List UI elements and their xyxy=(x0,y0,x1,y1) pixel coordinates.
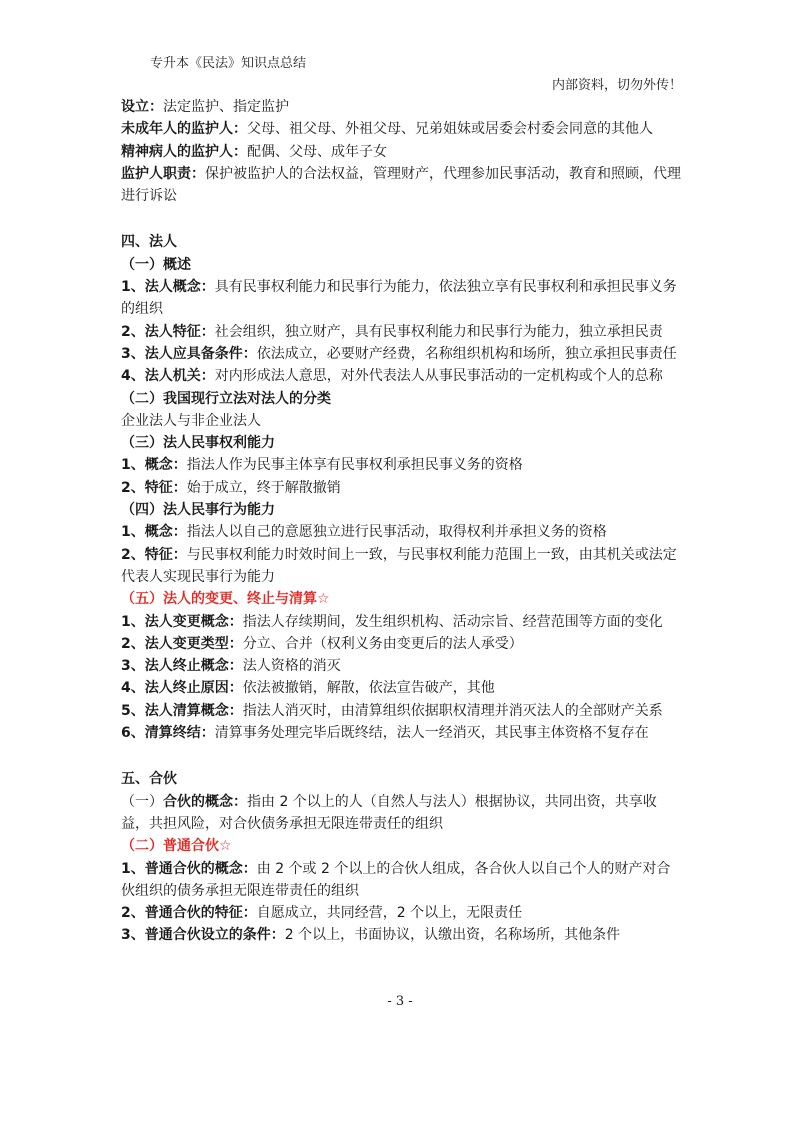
text: 对内形成法人意思，对外代表法人从事民事活动的一定机构或个人的总称 xyxy=(214,368,663,385)
text: 配偶、父母、成年子女 xyxy=(247,143,387,160)
term: 合伙的概念： xyxy=(163,793,247,810)
text: 依法被撤销，解散，依法宣告破产，其他 xyxy=(242,680,495,697)
text: 指法人消灭时，由清算组织依据职权清理并消灭法人的全部财产关系 xyxy=(242,702,663,719)
list-item xyxy=(121,655,683,677)
section-heading-legal-person: 四、法人 xyxy=(121,234,177,251)
list-item xyxy=(121,677,683,699)
list-item xyxy=(121,633,683,655)
term: 1、概念： xyxy=(121,457,187,474)
list-item xyxy=(121,454,683,476)
list-item xyxy=(121,321,683,343)
term: 1、普通合伙的概念： xyxy=(121,860,257,877)
text: 自愿成立，共同经营，2 个以上，无限责任 xyxy=(256,905,523,922)
paragraph-partnership-concept xyxy=(121,791,683,836)
subsection-heading: （二）我国现行立法对法人的分类 xyxy=(121,390,331,407)
text: 指法人作为民事主体享有民事权利承担民事义务的资格 xyxy=(186,457,523,474)
paragraph-mental-guardian xyxy=(121,141,683,163)
text: 法人资格的消灭 xyxy=(242,658,341,675)
section-heading-partnership: 五、合伙 xyxy=(121,771,177,788)
text: 保护被监护人的合法权益，管理财产，代理参加民事活动，教育和照顾，代理进行诉讼 xyxy=(121,165,681,205)
text: 指由 2 个以上的人（自然人与法人）根据协议，共同出资，共享收益，共担风险，对合伙债务承担无限连带责任的组织 xyxy=(121,793,657,832)
text: 分立、合并（权利义务由变更后的法人承受） xyxy=(242,635,523,652)
list-item xyxy=(121,902,683,924)
subsection-heading: （一）概述 xyxy=(121,256,191,273)
list-item xyxy=(121,722,683,744)
subsection-heading-highlight: （二）普通合伙☆ xyxy=(121,838,232,855)
list-item xyxy=(121,477,683,499)
text: 由 2 个或 2 个以上的合伙人组成，各合伙人以自己个人的财产对合伙组织的债务承担无限连带责任的组织 xyxy=(121,860,671,899)
spacer xyxy=(121,744,683,768)
subsection-heading: （四）法人民事行为能力 xyxy=(121,502,275,519)
term: 1、法人概念： xyxy=(121,279,215,296)
text: 2 个以上，书面协议，认缴出资，名称场所，其他条件 xyxy=(284,927,621,944)
term: 2、法人变更类型： xyxy=(121,635,243,652)
paragraph: 企业法人与非企业法人 xyxy=(121,412,261,429)
term: 1、法人变更概念： xyxy=(121,613,243,630)
term: 4、法人终止原因： xyxy=(121,680,243,697)
text: 依法成立，必要财产经费，名称组织机构和场所，独立承担民事责任 xyxy=(256,345,677,362)
list-item xyxy=(121,521,683,543)
term: 3、法人应具备条件： xyxy=(121,345,257,362)
text: 父母、祖父母、外祖父母、兄弟姐妹或居委会村委会同意的其他人 xyxy=(247,121,653,138)
term: 2、特征： xyxy=(121,546,187,563)
paragraph-minor-guardian xyxy=(121,118,683,140)
term: 未成年人的监护人： xyxy=(121,121,247,138)
text: 法定监护、指定监护 xyxy=(163,99,289,115)
paragraph-guardian-duties xyxy=(121,163,683,208)
page-number: - 3 - xyxy=(387,994,413,1009)
list-item xyxy=(121,924,683,946)
term: 设立： xyxy=(121,99,163,115)
list-item xyxy=(121,700,683,722)
term: 2、普通合伙的特征： xyxy=(121,905,257,922)
text: 指法人以自己的意愿独立进行民事活动，取得权利并承担义务的资格 xyxy=(186,524,607,541)
term: 6、清算终结： xyxy=(121,725,215,742)
text: 具有民事权利能力和民事行为能力，依法独立享有民事权利和承担民事义务的组织 xyxy=(121,279,677,318)
text: 社会组织，独立财产，具有民事权利能力和民事行为能力，独立承担民责 xyxy=(214,323,663,340)
text: 清算事务处理完毕后既终结，法人一经消灭，其民事主体资格不复存在 xyxy=(214,725,649,742)
text: 指法人存续期间，发生组织机构、活动宗旨、经营范围等方面的变化 xyxy=(242,613,663,630)
header-notice: 内部资料，切勿外传！ xyxy=(551,78,682,93)
list-item xyxy=(121,276,683,321)
term: 1、概念： xyxy=(121,524,187,541)
text: 始于成立，终于解散撤销 xyxy=(186,479,341,496)
header-title: 专升本《民法》知识点总结 xyxy=(150,56,307,71)
list-item xyxy=(121,611,683,633)
term: 精神病人的监护人： xyxy=(121,143,247,160)
term: 监护人职责： xyxy=(121,165,205,182)
subsection-heading-highlight: （五）法人的变更、终止与清算☆ xyxy=(121,591,330,608)
paragraph-establishment xyxy=(121,96,683,118)
list-item xyxy=(121,343,683,365)
term: 3、普通合伙设立的条件： xyxy=(121,927,285,944)
term: 5、法人清算概念： xyxy=(121,702,243,719)
text: 与民事权利能力时效时间上一致，与民事权利能力范围上一致，由其机关或法定代表人实现民事行为能力 xyxy=(121,546,677,585)
term: 2、法人特征： xyxy=(121,323,215,340)
term: 2、特征： xyxy=(121,479,187,496)
list-item xyxy=(121,365,683,387)
spacer xyxy=(121,207,683,231)
prefix: （一） xyxy=(121,793,163,810)
term: 3、法人终止概念： xyxy=(121,658,243,675)
document-body xyxy=(121,96,683,947)
list-item xyxy=(121,858,683,903)
list-item xyxy=(121,544,683,589)
term: 4、法人机关： xyxy=(121,368,215,385)
subsection-heading: （三）法人民事权利能力 xyxy=(121,435,275,452)
